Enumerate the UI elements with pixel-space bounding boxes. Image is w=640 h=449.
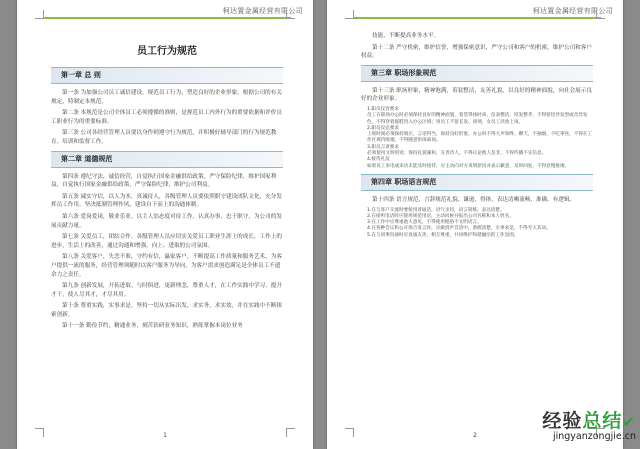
detail-item: 必须使用文明用语；保持礼貌谦和，友善待人。不得议论他人是非，不得传播不实信息。: [367, 151, 547, 157]
page-number: 1: [163, 432, 167, 439]
chapter-heading: 第四章 职场语言规范: [361, 174, 593, 191]
page-number: 2: [473, 432, 477, 439]
chapter-heading: 第二章 道德规范: [51, 151, 283, 168]
detail-item: 1.职员仪容要求: [367, 106, 399, 112]
detail-item: 上班时间必须保持端庄，言语得当，保持良好形象，办公时不得大声喧哗、聊天、不抽烟、不吃零食，不得在工作区域内吸烟，不得随意串岗离岗。: [367, 132, 593, 144]
page-header: 柯达置金属经营有限公司: [532, 7, 613, 15]
article-paragraph: 第六条 爱岗爱岗，敬业乐业。以主人翁态度对待工作，认真办事，忠于职守，为公司的发展贡献力量。: [51, 213, 282, 229]
detail-item: 2.在接听电话时应使用规范用语，主动问候并报出公司名称和本人姓名。: [367, 213, 514, 219]
article-paragraph: 第九条 创新发展，开拓进取。与时俱进，更新理念，尊重人才，在工作实践中学习、提升才干，使人尽其才，才尽其用。: [51, 283, 282, 298]
detail-item: 2.职员仪态要求: [367, 125, 399, 131]
document-title: 员工行为规范: [137, 46, 197, 57]
article-paragraph: 第八条 关爱客户，失恋不准，守约有信，赢家客户，不断提高工作质量和服务艺术，为客户提供一流的服务，经营管理须随时以客户服务为导向，为客户需求创造满足是全体员工不遗余力之责任。: [51, 254, 282, 278]
article-paragraph: 第五条 诚实守信，以人为本，真诚待人，各级管理人员要依照职守建设团队文化，充分发挥员工作用。坚决抵制管理作风，建设自下而上的沟通体制。: [51, 193, 282, 209]
article-paragraph: 第十条 尊重实践，实事求是。坚持一切从实际出发，求实务，求实效，并在实践中不断探索创新。: [51, 303, 282, 318]
document-page-2: [327, 0, 623, 449]
detail-item: 3.在工作中应尊重他人意见，不得使用粗俗不文明语言。: [367, 220, 482, 226]
crop-mark: [345, 10, 354, 19]
page-header: 柯达置金属经营有限公司: [222, 7, 303, 15]
article-paragraph: 第十二条 严守机密，维护信誉，增强保密意识，严守公司和客户的机密，维护公司和客户权益。: [361, 44, 592, 60]
article-paragraph: 第四条 遵纪守法，诚信经营，自觉执行国家金融供给政策，严守保险纪律，维护国家利益，自觉执行国家金融供给政策，严守保险纪律，维护公司利益。: [51, 173, 277, 189]
article-paragraph: 第二条 本规范是公司全体员工必须遵循的准则，是规范员工内外行为的重要依据和评价员工职业行为的重要标准。: [51, 110, 282, 125]
detail-item: 3.职员言谈要求: [367, 144, 399, 150]
detail-item: 1.在与客户交流时要使用普通话，语气亲切，语言简练，表达清楚。: [367, 207, 505, 213]
document-page-1: [17, 0, 313, 449]
article-paragraph: 第十一条 勤俭节约，精通业务，刻苦钻研业务知识，熟练掌握本岗位业务: [62, 323, 243, 330]
detail-item: 4.在各种会议和公开场合发言时，应做到声音适中，条理清楚，实事求是，不得夸大其词。: [367, 226, 551, 232]
top-spacer: [361, 24, 593, 32]
crop-mark: [596, 10, 605, 19]
article-paragraph: 第三条 公司各经营管理人员要以身作则遵守行为规范，并积极好辅导部门的行为规范教育、培训和监督工作。: [51, 130, 277, 145]
chapter-heading: 第三章 职场形象规范: [361, 65, 593, 82]
detail-list: [361, 208, 593, 239]
article-paragraph: 第十三条 职场形象，精神饱满，着装整洁，友善礼貌，以良好的精神面貌，向社会展示良好的企业形象。: [361, 87, 592, 103]
article-paragraph: 技能，不断提高业务水平。: [372, 33, 440, 39]
site-watermark: [486, 406, 636, 446]
watermark-logo: 经验总结✔: [542, 410, 636, 432]
chapter-heading: 第一章 总 则: [51, 67, 283, 84]
header-rule: [43, 17, 291, 19]
article-paragraph: 第七条 关爱员工，团结合作。各级管理人员应切实关爱员工职业生涯上的成长，工作上的进步，生活上的改善，通过沟通和增强，向上、进取的公司氛围。: [51, 234, 282, 249]
detail-item: 4.接待礼仪: [367, 157, 390, 163]
watermark-url: jingyanzongjie.cn: [552, 431, 636, 442]
page-body: [361, 24, 593, 243]
detail-item: 5.在与同事沟通时应真诚友善，相互尊重，共同维护和谐融洽的工作氛围。: [367, 232, 519, 238]
crop-mark: [286, 10, 295, 19]
article-paragraph: 第十四条 语言规范，言辞规范礼貌、谦逊、得体，表达清晰流畅、准确、有逻辑。: [372, 196, 576, 203]
header-rule: [353, 17, 601, 19]
detail-item: 员工在职场办公时必须保持良好的精神面貌，着装得体时尚，仪表整洁，厚发整齐，不得留怪异发型或奇异发色，不得穿着拖鞋进入办公区域；男员工不留长发、胡须，女员工淡妆上岗。: [367, 113, 588, 125]
page-body: [51, 24, 283, 334]
article-paragraph: 第一条 为加强公司员工诚信建设，规范员工行为，塑造良好的企业形象，根据公司的有关规定，特制定本规范。: [51, 90, 282, 105]
checkmark-icon: ✔: [622, 413, 636, 431]
crop-mark: [35, 10, 44, 19]
detail-list: [361, 107, 593, 170]
detail-item: 如果员工来电或来访未能及时接待，应主动向对方说明原因并表示歉意，及时回复，不得怠慢推诿。: [367, 163, 570, 169]
